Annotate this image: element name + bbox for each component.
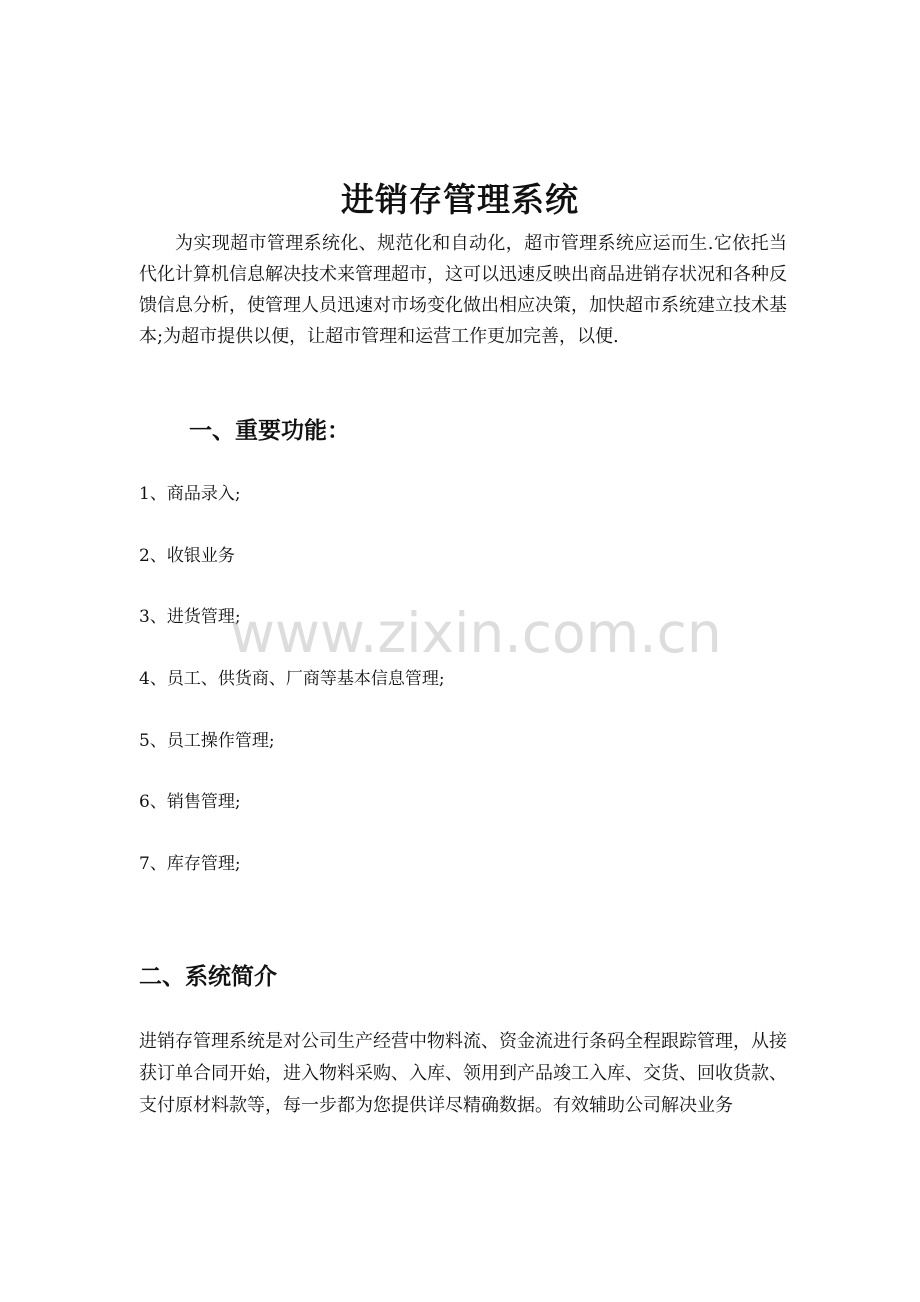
list-item: 4、员工、供货商、厂商等基本信息管理; — [139, 669, 445, 690]
list-item: 1、商品录入; — [139, 484, 241, 504]
list-item: 6、销售管理; — [139, 792, 241, 813]
function-list — [139, 478, 445, 910]
document-title: 进销存管理系统 — [341, 180, 579, 220]
list-item: 5、员工操作管理; — [139, 730, 275, 751]
list-item: 3、进货管理; — [139, 607, 241, 628]
section-heading-overview: 二、系统简介 — [139, 964, 277, 990]
section-heading-functions: 一、重要功能： — [189, 418, 350, 444]
list-item: 2、收银业务 — [139, 545, 235, 566]
intro-paragraph: 为实现超市管理系统化、规范化和自动化，超市管理系统应运而生.它依托当代化计算机信息解决技术来管理超市，这可以迅速反映出商品进销存状况和各种反馈信息分析，使管理人员迅速对市场变化做出相应决策，加快超市系统建立技术基本;为超市提供以便，让超市管理和运营工作更加完善，以便. — [139, 233, 787, 347]
watermark: www.zixin.com.cn — [230, 601, 722, 665]
overview-paragraph: 进销存管理系统是对公司生产经营中物料流、资金流进行条码全程跟踪管理，从接获订单合同开始，进入物料采购、入库、领用到产品竣工入库、交货、回收货款、支付原材料款等，每一步都为您提供详尽精确数据。有效辅助公司解决业务 — [139, 1031, 787, 1116]
list-item: 7、库存管理; — [139, 854, 241, 875]
